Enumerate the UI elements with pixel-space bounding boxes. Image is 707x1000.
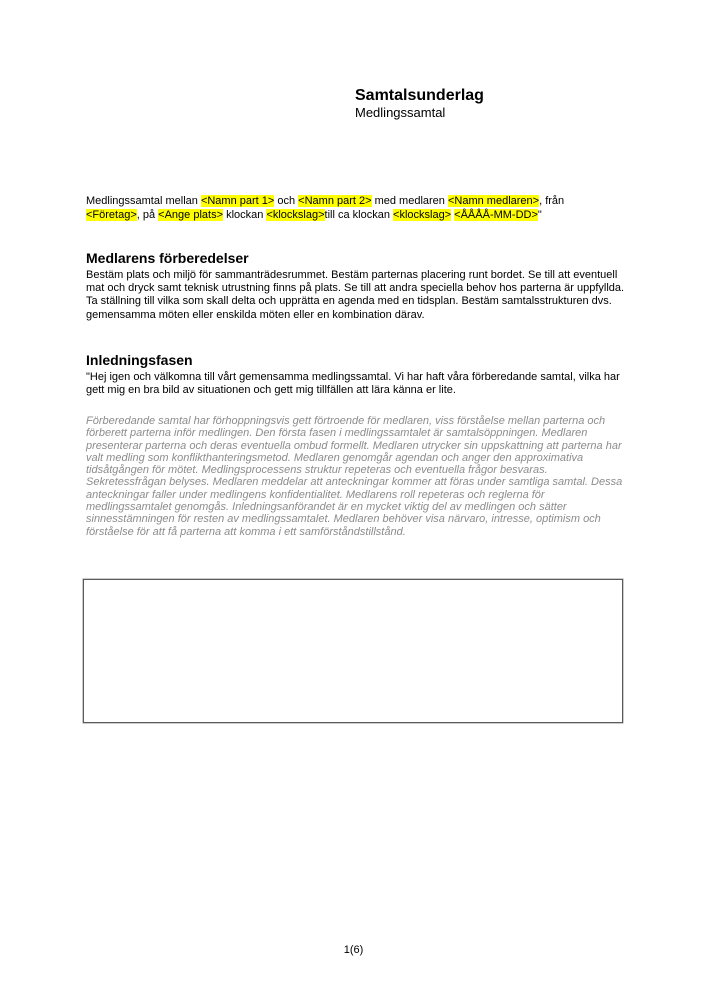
placeholder-party-2[interactable]: <Namn part 2>: [298, 195, 372, 207]
intro-paragraph: [86, 194, 616, 222]
preparations-body: Bestäm plats och miljö för sammanträdesrummet. Bestäm parternas placering runt bordet. Se till att eventuell mat och dryck samt teknisk utrustning finns på plats. Se till att andra speciella behov hos parterna är uppfyllda. Ta ställning till vilka som skall delta och upprätta en agenda med en tidsplan. Bestäm samtalsstrukturen dvs. gemensamma möten eller enskilda möten eller en kombination därav.: [86, 269, 625, 321]
placeholder-start-time[interactable]: <klockslag>: [266, 209, 325, 221]
intro-text: , på: [136, 209, 159, 221]
placeholder-end-time[interactable]: <klockslag>: [393, 209, 452, 221]
intro-text: klockan: [223, 209, 267, 221]
placeholder-mediator-name[interactable]: <Namn medlaren>: [447, 195, 540, 207]
placeholder-date[interactable]: <ÅÅÅÅ-MM-DD>: [454, 209, 538, 221]
section-preparations: [86, 250, 626, 322]
opening-quote: "Hej igen och välkomna till vårt gemensamma medlingssamtal. Vi har haft våra förberedande samtal, vilka har gett mig en bra bild av situationen och gett mig tillfällen att lära känna er lite.: [86, 371, 620, 397]
intro-text: , från: [539, 195, 565, 207]
section-heading-opening: Inledningsfasen: [86, 352, 193, 368]
document-header: [355, 86, 484, 121]
placeholder-company[interactable]: <Företag>: [86, 209, 137, 221]
section-heading-preparations: Medlarens förberedelser: [86, 250, 249, 266]
intro-text: till ca klockan: [324, 209, 394, 221]
document-subtitle: Medlingssamtal: [355, 105, 446, 120]
intro-text: Medlingssamtal mellan: [86, 195, 201, 207]
opening-guidance-text: Förberedande samtal har förhoppningsvis gett förtroende för medlaren, viss förståelse mellan parterna och förberett parterna inför medlingen. Den första fasen i medlingssamtalet är samtalsöppningen. Medlaren presenterar parterna och deras eventuella ombud formellt. Medlaren utrycker sin uppskattning att parterna har valt medling som konflikthanteringsmetod. Medlaren genomgår agendan och anger den approximativa tidsåtgången för mötet. Medlingsprocessens struktur repeteras och eventuella frågor besvaras. Sekretessfrågan belyses. Medlaren meddelar att anteckningar kommer att föras under samtliga samtal. Dessa anteckningar faller under medlingens konfidentialitet. Medlarens roll repeteras och reglerna för medlingssamtalet genomgås. Inledningsanförandet är en mycket viktig del av medlingen och sätter sinnesstämningen för resten av medlingssamtalet. Medlaren behöver visa närvaro, intresse, optimism och förståelse för att få parterna att komma i ett samförståndstillstånd.: [86, 415, 623, 538]
intro-text: ": [537, 209, 542, 221]
notes-text-box[interactable]: [83, 579, 623, 723]
document-title: Samtalsunderlag: [355, 87, 484, 104]
intro-text: med medlaren: [371, 195, 448, 207]
section-opening: [86, 352, 626, 397]
page-number: 1(6): [343, 944, 364, 956]
placeholder-place[interactable]: <Ange plats>: [158, 209, 224, 221]
intro-text: och: [274, 195, 299, 207]
placeholder-party-1[interactable]: <Namn part 1>: [200, 195, 275, 207]
